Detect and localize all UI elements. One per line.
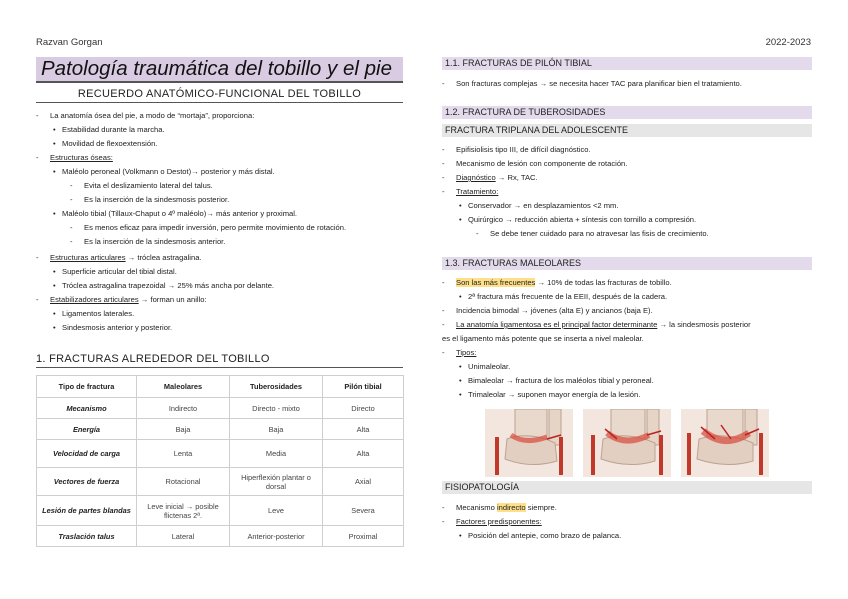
author-name: Razvan Gorgan bbox=[36, 37, 103, 48]
table-cell: Lateral bbox=[137, 526, 230, 547]
list-item: - Epifisiolisis tipo III, de difícil diagnóstico. bbox=[442, 145, 591, 154]
row-header: Velocidad de carga bbox=[37, 440, 137, 468]
list-item: - Diagnóstico → Rx, TAC. bbox=[442, 173, 538, 182]
section-heading-malleolar: 1.3. FRACTURAS MALEOLARES bbox=[442, 257, 812, 270]
list-item: • Conservador → en desplazamientos <2 mm. bbox=[459, 201, 619, 210]
table-cell: Baja bbox=[137, 419, 230, 440]
list-item: - Incidencia bimodal → jóvenes (alta E) y ancianos (baja E). bbox=[442, 306, 653, 315]
section-heading-pilon: 1.1. FRACTURAS DE PILÓN TIBIAL bbox=[442, 57, 812, 70]
list-item: • Movilidad de flexoextensión. bbox=[53, 139, 158, 148]
table-cell: Proximal bbox=[323, 526, 404, 547]
table-cell: Leve bbox=[230, 496, 323, 526]
row-header: Lesión de partes blandas bbox=[37, 496, 137, 526]
table-row bbox=[37, 440, 404, 468]
list-item-continuation: es el ligamento más potente que se inserta a nivel maleolar. bbox=[442, 334, 644, 343]
list-item: - Factores predisponentes: bbox=[442, 517, 542, 526]
subsection-heading-physiopathology: FISIOPATOLOGÍA bbox=[442, 481, 812, 494]
table-cell: Axial bbox=[323, 468, 404, 496]
column-header: Maleolares bbox=[137, 376, 230, 398]
column-header: Pilón tibial bbox=[323, 376, 404, 398]
section-heading-fractures: 1. FRACTURAS ALREDEDOR DEL TOBILLO bbox=[36, 353, 403, 368]
trimalleolar-fracture-illustration bbox=[681, 409, 769, 477]
list-item: - Tipos: bbox=[442, 348, 477, 357]
row-header: Vectores de fuerza bbox=[37, 468, 137, 496]
column-header: Tipo de fractura bbox=[37, 376, 137, 398]
list-item: - Evita el deslizamiento lateral del talus. bbox=[70, 181, 213, 190]
list-item: • Posición del antepie, como brazo de palanca. bbox=[459, 531, 622, 540]
table-cell: Media bbox=[230, 440, 323, 468]
list-item: - Es menos eficaz para impedir inversión, pero permite movimiento de rotación. bbox=[70, 223, 347, 232]
table-cell: Rotacional bbox=[137, 468, 230, 496]
list-item: - Se debe tener cuidado para no atravesar las fisis de crecimiento. bbox=[476, 229, 709, 238]
list-item: • Unimaleolar. bbox=[459, 362, 511, 371]
list-item: - Son las más frecuentes → 10% de todas las fracturas de tobillo. bbox=[442, 278, 672, 287]
unimalleolar-fracture-illustration bbox=[485, 409, 573, 477]
subsection-heading-triplane: FRACTURA TRIPLANA DEL ADOLESCENTE bbox=[442, 124, 812, 137]
list-item: • 2ª fractura más frecuente de la EEII, después de la cadera. bbox=[459, 292, 668, 301]
table-row bbox=[37, 468, 404, 496]
list-item: - La anatomía ligamentosa es el principal factor determinante → la sindesmosis posterior bbox=[442, 320, 751, 329]
academic-year: 2022-2023 bbox=[765, 37, 811, 48]
list-item: • Estabilidad durante la marcha. bbox=[53, 125, 165, 134]
list-item: - Estabilizadores articulares → forman un anillo: bbox=[36, 295, 207, 304]
table-cell: Leve inicial → posible flictenas 2ª. bbox=[137, 496, 230, 526]
table-row bbox=[37, 398, 404, 419]
list-item: - Es la inserción de la sindesmosis anterior. bbox=[70, 237, 226, 246]
list-item: - Es la inserción de la sindesmosis posterior. bbox=[70, 195, 230, 204]
table-cell: Alta bbox=[323, 440, 404, 468]
table-cell: Alta bbox=[323, 419, 404, 440]
page-title: Patología traumática del tobillo y el pie bbox=[41, 57, 392, 80]
section-heading-anatomy: RECUERDO ANATÓMICO-FUNCIONAL DEL TOBILLO bbox=[36, 88, 403, 103]
fracture-comparison-table bbox=[36, 375, 404, 547]
table-cell: Directo bbox=[323, 398, 404, 419]
table-cell: Indirecto bbox=[137, 398, 230, 419]
list-item: • Maléolo peroneal (Volkmann o Destot)→ posterior y más distal. bbox=[53, 167, 275, 176]
table-cell: Baja bbox=[230, 419, 323, 440]
row-header: Traslación talus bbox=[37, 526, 137, 547]
list-item: • Quirúrgico → reducción abierta + síntesis con tornillo a compresión. bbox=[459, 215, 697, 224]
table-cell: Severa bbox=[323, 496, 404, 526]
list-item: • Bimaleolar → fractura de los maléolos tibial y peroneal. bbox=[459, 376, 654, 385]
table-row bbox=[37, 419, 404, 440]
table-cell: Anterior-posterior bbox=[230, 526, 323, 547]
column-header: Tuberosidades bbox=[230, 376, 323, 398]
list-item: - Estructuras óseas: bbox=[36, 153, 113, 162]
list-item: • Trimaleolar → suponen mayor energía de la lesión. bbox=[459, 390, 641, 399]
table-cell: Lenta bbox=[137, 440, 230, 468]
list-item: - Mecanismo indirecto siempre. bbox=[442, 503, 557, 512]
list-item: • Ligamentos laterales. bbox=[53, 309, 135, 318]
row-header: Energía bbox=[37, 419, 137, 440]
list-item: - Mecanismo de lesión con componente de rotación. bbox=[442, 159, 628, 168]
list-item: • Superficie articular del tibial distal. bbox=[53, 267, 177, 276]
table-row bbox=[37, 496, 404, 526]
ankle-fracture-illustrations bbox=[485, 409, 770, 477]
list-item: - Estructuras articulares → tróclea astragalina. bbox=[36, 253, 202, 262]
list-item: • Sindesmosis anterior y posterior. bbox=[53, 323, 173, 332]
table-cell: Directo - mixto bbox=[230, 398, 323, 419]
bimalleolar-fracture-illustration bbox=[583, 409, 671, 477]
section-heading-tuberosities: 1.2. FRACTURA DE TUBEROSIDADES bbox=[442, 106, 812, 119]
page-title-banner bbox=[36, 57, 403, 83]
list-item: - Son fracturas complejas → se necesita hacer TAC para planificar bien el tratamiento. bbox=[442, 79, 742, 88]
table-header-row bbox=[37, 376, 404, 398]
list-item: • Maléolo tibial (Tillaux-Chaput o 4º maléolo)→ más anterior y proximal. bbox=[53, 209, 298, 218]
table-row bbox=[37, 526, 404, 547]
list-item: - Tratamiento: bbox=[442, 187, 499, 196]
table-cell: Hiperflexión plantar o dorsal bbox=[230, 468, 323, 496]
list-item: • Tróclea astragalina trapezoidal → 25% más ancha por delante. bbox=[53, 281, 275, 290]
row-header: Mecanismo bbox=[37, 398, 137, 419]
list-item: - La anatomía ósea del pie, a modo de “mortaja”, proporciona: bbox=[36, 111, 255, 120]
